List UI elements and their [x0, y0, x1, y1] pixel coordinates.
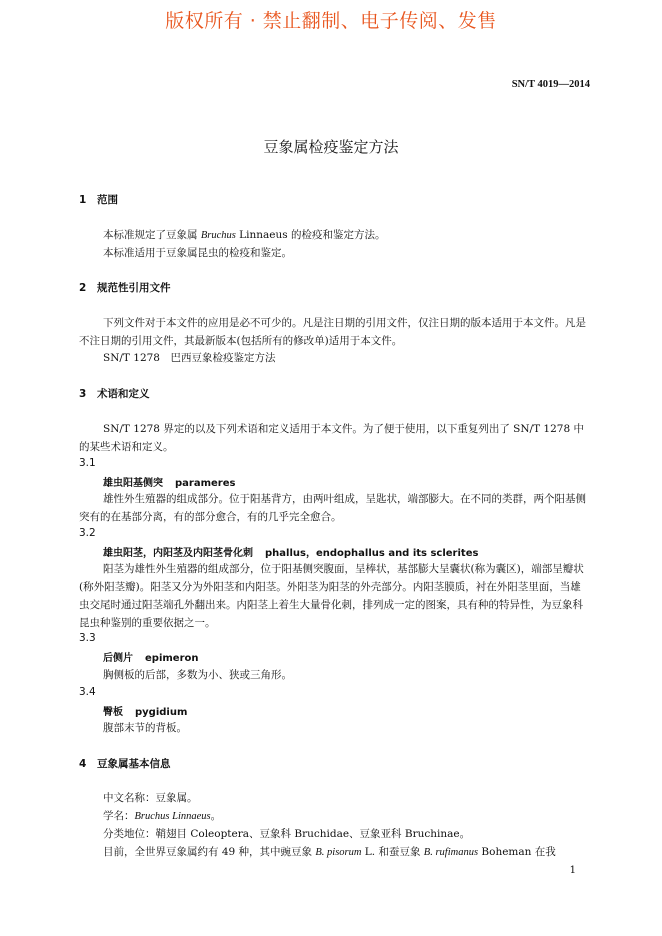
term-3-1: 雄虫阳基侧突 parameres [103, 478, 236, 489]
normative-paragraph: 下列文件对于本文件的应用是必不可少的。凡是注日期的引用文件，仅注日期的版本适用于本文件。凡是不注日期的引用文件，其最新版本(包括所有的修改单)适用于本文件。 [79, 317, 586, 347]
section-title: 豆象属基本信息 [97, 758, 171, 770]
watermark-banner: 版权所有 · 禁止翻制、电子传阅、发售 [165, 10, 497, 32]
section-4-heading [79, 756, 171, 771]
section-number: 1 [79, 194, 87, 206]
section-title: 规范性引用文件 [97, 282, 171, 294]
section-title: 术语和定义 [97, 388, 150, 400]
page-number: 1 [569, 865, 576, 876]
taxonomy-line: 分类地位：鞘翅目 Coleoptera、豆象科 Bruchidae、豆象亚科 Bruchinae。 [103, 828, 471, 840]
clause-3-3-number: 3.3 [79, 632, 96, 644]
clause-3-1-number: 3.1 [79, 457, 96, 469]
scientific-name: Bruchus Linnaeus [134, 811, 211, 822]
document-title: 豆象属检疫鉴定方法 [263, 138, 399, 156]
section-1-heading [79, 192, 118, 207]
scope-paragraph-2: 本标准适用于豆象属昆虫的检疫和鉴定。 [103, 247, 292, 259]
definition-3-3: 胸侧板的后部，多数为小、狭或三角形。 [103, 669, 292, 681]
section-3-heading [79, 386, 150, 401]
definition-3-1: 雄性外生殖器的组成部分。位于阳基背方，由两叶组成，呈匙状，端部膨大。在不同的类群，两个阳基侧突有的在基部分离，有的部分愈合，有的几乎完全愈合。 [79, 493, 586, 523]
definition-3-2: 阳茎为雄性外生殖器的组成部分，位于阳基侧突腹面，呈棒状，基部膨大呈囊状(称为囊区)，端部呈瓣状(称外阳茎瓣)。阳茎又分为外阳茎和内阳茎。外阳茎为阳茎的外壳部分。内阳茎膜质，衬在外阳茎里面，当雄虫交尾时通过阳茎端孔外翻出来。内阳茎上着生大量骨化刺，排列成一定的图案，具有种的特异性，为豆象科昆虫种鉴别的重要依据之一。 [79, 563, 584, 629]
clause-3-2-number: 3.2 [79, 527, 96, 539]
species-rufimanus: B. rufimanus [423, 847, 479, 858]
section-2-heading [79, 280, 171, 295]
chinese-name-line: 中文名称：豆象属。 [103, 792, 198, 804]
terms-intro: SN/T 1278 界定的以及下列术语和定义适用于本文件。为了便于使用，以下重复列出了 SN/T 1278 中的某些术语和定义。 [79, 423, 584, 453]
scope-paragraph-1: 本标准规定了豆象属 Bruchus Linnaeus 的检疫和鉴定方法。 [103, 229, 386, 241]
section-number: 4 [79, 758, 87, 770]
species-pisorum: B. pisorum [315, 847, 362, 858]
definition-3-4: 腹部末节的背板。 [103, 722, 187, 734]
current-status-line: 目前，全世界豆象属约有 49 种，其中豌豆象 B. pisorum L. 和蚕豆象 B. rufimanus Boheman 在我 [103, 846, 556, 858]
term-3-2: 雄虫阳茎，内阳茎及内阳茎骨化刺 phallus，endophallus and its sclerites [103, 548, 479, 559]
scientific-name-line: 学名：Bruchus Linnaeus。 [103, 810, 222, 822]
term-3-3: 后侧片 epimeron [103, 653, 199, 664]
term-3-4: 臀板 pygidium [103, 707, 188, 718]
clause-3-4-number: 3.4 [79, 686, 96, 698]
standard-number: SN/T 4019—2014 [511, 79, 590, 90]
normative-reference: SN/T 1278 巴西豆象检疫鉴定方法 [103, 352, 276, 364]
section-title: 范围 [97, 194, 118, 206]
genus-name: Bruchus [200, 230, 236, 241]
section-number: 2 [79, 282, 87, 294]
section-number: 3 [79, 388, 87, 400]
